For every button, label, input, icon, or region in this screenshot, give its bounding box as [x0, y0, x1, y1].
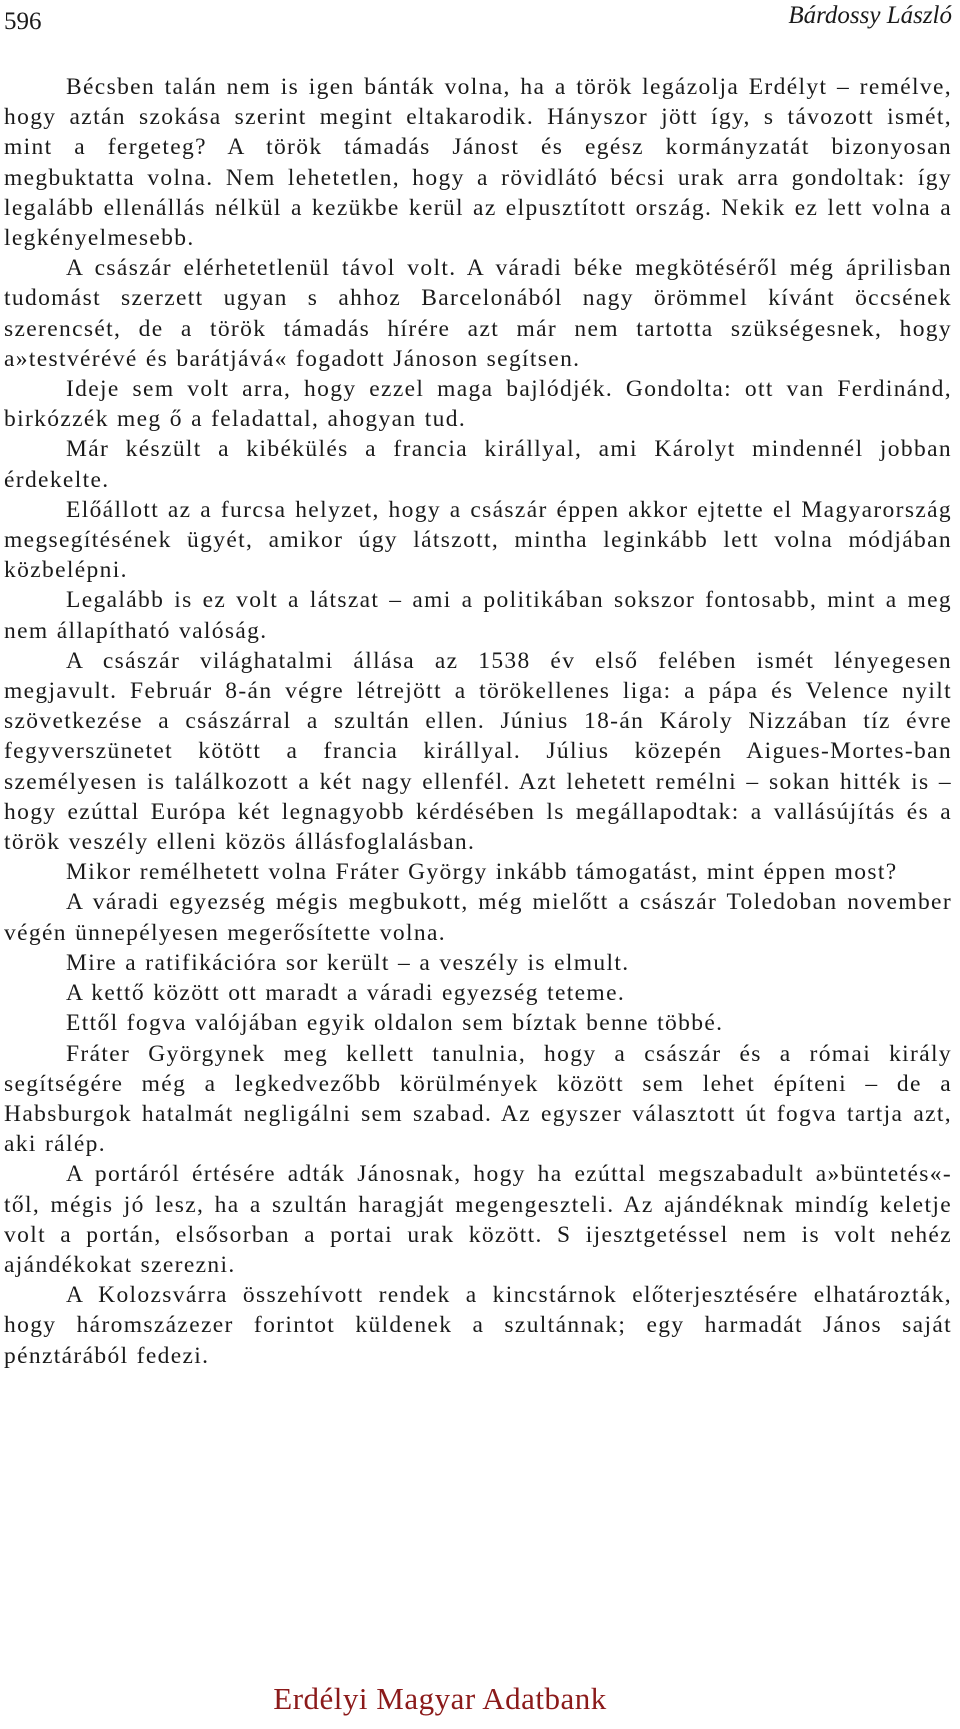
paragraph: Bécsben talán nem is igen bánták volna, ha a török legázolja Erdélyt – remélve, hogy aztán szokása szerint megint eltakarodik. Hányszor jött így, s távozott ismét, mint a fergeteg? A török támadás Jánost és egész kormányzatát bizonyosan megbuktatta volna. Nem lehetetlen, hogy a rövidlátó bécsi urak arra gondoltak: így legalább ellenállás nélkül a kezükbe kerül az elpusztított ország. Nekik ez lett volna a legkényelmesebb.: [4, 74, 952, 252]
paragraph: A császár világhatalmi állása az 1538 év első felében ismét lényegesen megjavult. Február 8-án végre létrejött a törökellenes liga: a pápa és Velence nyilt szövetkezése a császárral a szultán ellen. Június 18-án Károly Nizzában tíz évre fegyverszünetet kötött a francia királlyal. Július közepén Aigues-Mortes-ban személyesen is találkozott a két nagy ellenfél. Azt lehetett remélni – sokan hitték is – hogy ezúttal Európa két legnagyobb kérdésében ls megállapodtak: a vallásújítás és a török veszély elleni közös állásfoglalásban.: [4, 647, 952, 856]
paragraph: A kettő között ott maradt a váradi egyezség teteme.: [66, 980, 626, 1007]
paragraph: Mikor remélhetett volna Fráter György inkább támogatást, mint éppen most?: [66, 859, 898, 886]
page-number: 596: [4, 8, 42, 35]
paragraph: Már készült a kibékülés a francia királlyal, ami Károlyt mindennél jobban érdekelte.: [4, 436, 952, 493]
body-text: [4, 72, 952, 1371]
paragraph: A Kolozsvárra összehívott rendek a kincstárnok előterjesztésére elhatározták, hogy háromszázezer forintot küldenek a szultánnak; egy harmadát János saját pénztárából fedezi.: [4, 1282, 952, 1369]
paragraph: A császár elérhetetlenül távol volt. A váradi béke megkötéséről még áprilisban tudomást szerzett ugyan s ahhoz Barcelonából nagy örömmel kívánt öccsének szerencsét, de a török támadás hírére azt már nem tartotta szükségesnek, hogy a»testvérévé és barátjává« fogadott Jánoson segítsen.: [4, 255, 952, 372]
paragraph: A váradi egyezség mégis megbukott, még mielőtt a császár Toledoban november végén ünnepélyesen megerősítette volna.: [4, 889, 952, 946]
paragraph: Fráter Györgynek meg kellett tanulnia, hogy a császár és a római király segítségére még a legkedvezőbb körülmények között sem lehet építeni – de a Habsburgok hatalmát negligálni sem szabad. Az egyszer választott út fogva tartja azt, aki rálép.: [4, 1040, 952, 1158]
paragraph: Ettől fogva valójában egyik oldalon sem bíztak benne többé.: [66, 1010, 724, 1037]
paragraph: Mire a ratifikációra sor került – a veszély is elmult.: [66, 949, 630, 976]
paragraph: Legalább is ez volt a látszat – ami a politikában sokszor fontosabb, mint a meg nem állapítható valóság.: [4, 587, 952, 644]
paragraph: A portáról értésére adták Jánosnak, hogy ha ezúttal megszabadult a»büntetés«-től, mégis jó lesz, ha a szultán haragját megengeszteli. Az ajándéknak mindíg keletje volt a portán, elsősorban a portai urak között. S ijesztgetéssel nem is volt nehéz ajándékokat szerezni.: [4, 1161, 952, 1278]
footer-brand-link[interactable]: Erdélyi Magyar Adatbank: [273, 1681, 607, 1716]
paragraph: Előállott az a furcsa helyzet, hogy a császár éppen akkor ejtette el Magyarország megsegítésének ügyét, amikor úgy látszott, mintha leginkább lett volna módjában közbelépni.: [4, 496, 952, 584]
running-head: Bárdossy László: [788, 2, 952, 29]
paragraph: Ideje sem volt arra, hogy ezzel maga bajlódjék. Gondolta: ott van Ferdinánd, birkózzék meg ő a feladattal, ahogyan tud.: [4, 376, 952, 433]
